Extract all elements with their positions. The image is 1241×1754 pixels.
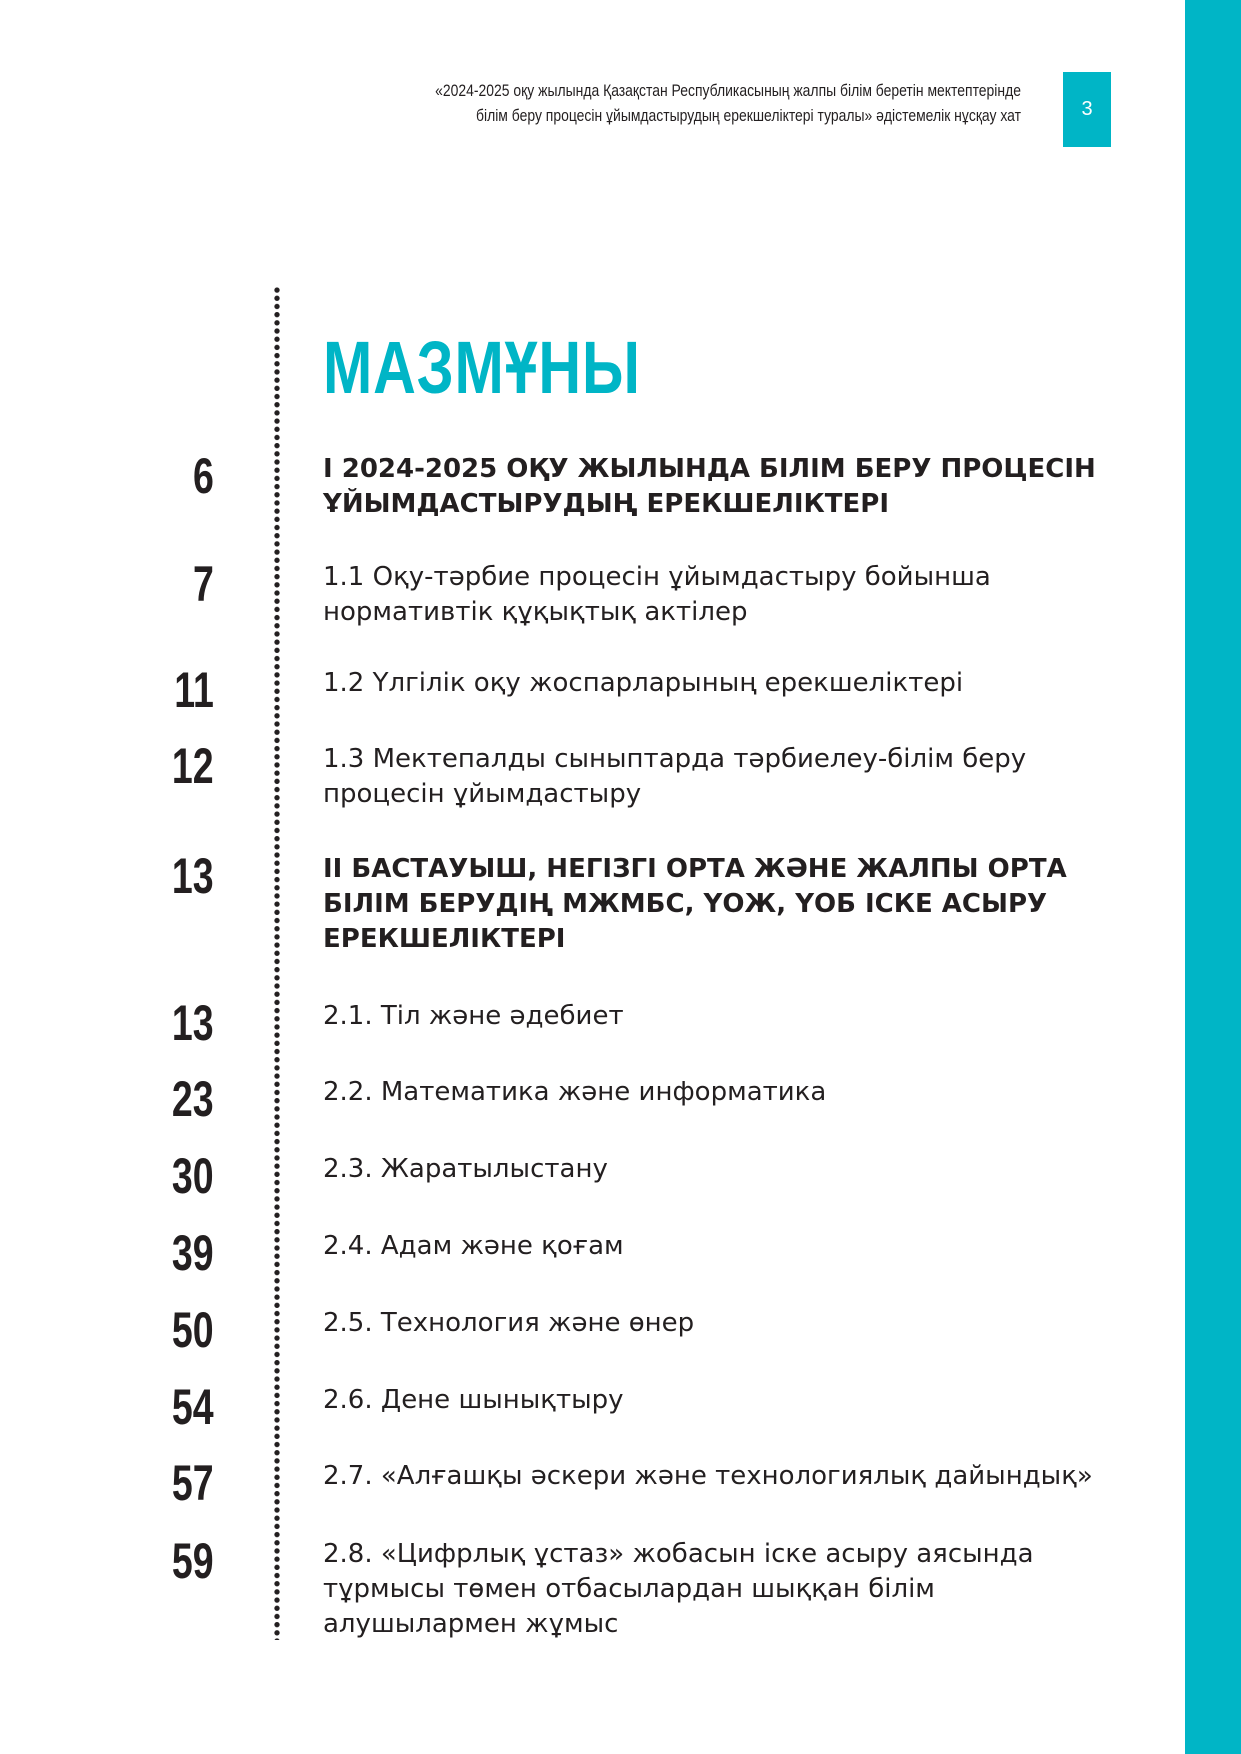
toc-entry-line: процесін ұйымдастыру	[323, 779, 642, 809]
toc-entry-text	[323, 1075, 1123, 1110]
running-header-line-1: «2024-2025 оқу жылында Қазақстан Республикасының жалпы білім беретін мектептерінде	[435, 81, 1021, 100]
toc-entry-text	[323, 852, 1123, 957]
page-number-badge	[1063, 72, 1111, 147]
page-number: 3	[1081, 98, 1093, 120]
toc-page-number: 13	[172, 995, 214, 1051]
toc-entry-line: 1.2 Үлгілік оқу жоспарларының ерекшеліктері	[323, 668, 964, 698]
toc-entry-line: I 2024-2025 ОҚУ ЖЫЛЫНДА БІЛІМ БЕРУ ПРОЦЕСІН	[323, 454, 1096, 484]
dotted-divider	[274, 286, 280, 1640]
toc-entry-text	[323, 560, 1123, 630]
toc-entry-line: ЕРЕКШЕЛІКТЕРІ	[323, 924, 566, 954]
toc-entry-line: тұрмысы төмен отбасылардан шыққан білім	[323, 1574, 935, 1604]
toc-page-number: 57	[172, 1455, 214, 1511]
toc-entry-line: 2.1. Тіл және әдебиет	[323, 1001, 624, 1031]
toc-page-number: 50	[172, 1302, 214, 1358]
toc-page-number: 13	[172, 848, 214, 904]
toc-entry-text	[323, 1306, 1123, 1341]
toc-entry-line: 1.3 Мектепалды сыныптарда тәрбиелеу-білім беру	[323, 744, 1027, 774]
toc-page-number: 12	[172, 738, 214, 794]
toc-entry-line: алушылармен жұмыс	[323, 1609, 619, 1639]
side-accent-band	[1185, 0, 1241, 1754]
toc-entry-text	[323, 666, 1123, 701]
toc-entry-line: 2.2. Математика және информатика	[323, 1077, 827, 1107]
toc-page-number: 7	[193, 556, 214, 612]
page-title: МАЗМҰНЫ	[323, 326, 641, 409]
toc-entry-line: 2.8. «Цифрлық ұстаз» жобасын іске асыру аясында	[323, 1539, 1034, 1569]
toc-entry-line: нормативтік құқықтық актілер	[323, 597, 748, 627]
toc-entry-text	[323, 742, 1123, 812]
toc-entry-text	[323, 452, 1123, 522]
toc-entry-line: 2.5. Технология және өнер	[323, 1308, 695, 1338]
running-header-line-2: білім беру процесін ұйымдастырудың ерекшеліктері туралы» әдістемелік нұсқау хат	[475, 106, 1021, 125]
toc-entry-line: 2.7. «Алғашқы әскери және технологиялық дайындық»	[323, 1461, 1093, 1491]
toc-entry-line: ҰЙЫМДАСТЫРУДЫҢ ЕРЕКШЕЛІКТЕРІ	[323, 489, 889, 519]
toc-entry-text	[323, 1537, 1123, 1642]
toc-entry-text	[323, 1229, 1123, 1264]
toc-page-number: 54	[172, 1379, 214, 1435]
toc-entry-line: 2.6. Дене шынықтыру	[323, 1385, 624, 1415]
toc-entry-line: 2.3. Жаратылыстану	[323, 1154, 608, 1184]
toc-page-number: 11	[174, 662, 214, 718]
toc-entry-line: БІЛІМ БЕРУДІҢ МЖМБС, ҮОЖ, ҮОБ ІСКЕ АСЫРУ	[323, 889, 1048, 919]
toc-page-number: 59	[172, 1533, 214, 1589]
toc-entry-line: 1.1 Оқу-тәрбие процесін ұйымдастыру бойынша	[323, 562, 991, 592]
toc-page-number: 30	[172, 1148, 214, 1204]
toc-entry-text	[323, 1383, 1123, 1418]
toc-entry-text	[323, 1459, 1123, 1494]
toc-page-number: 23	[172, 1071, 214, 1127]
running-header	[398, 78, 1021, 128]
toc-page-number: 39	[172, 1225, 214, 1281]
toc-page-number: 6	[193, 448, 214, 504]
toc-entry-text	[323, 1152, 1123, 1187]
toc-entry-line: 2.4. Адам және қоғам	[323, 1231, 624, 1261]
toc-entry-text	[323, 999, 1123, 1034]
toc-entry-line: II БАСТАУЫШ, НЕГІЗГІ ОРТА ЖӘНЕ ЖАЛПЫ ОРТА	[323, 854, 1067, 884]
